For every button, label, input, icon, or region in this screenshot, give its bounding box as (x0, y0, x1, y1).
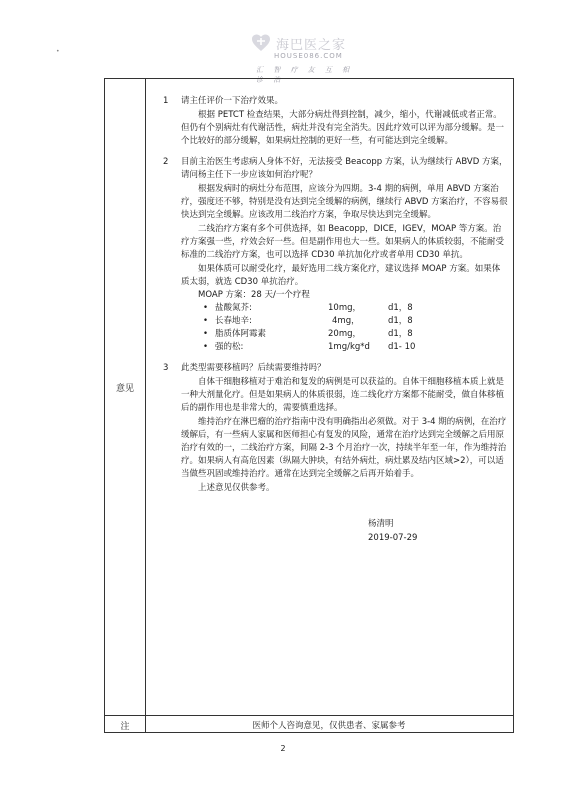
question-title: 目前主治医生考虑病人身体不好，无法接受 Beacopp 方案，认为继续行 ABVD 方案，请问杨主任下一步应该如何治疗呢？ (181, 157, 508, 180)
watermark-domain: HOUSE086.COM (274, 52, 343, 60)
drug-row (198, 341, 508, 354)
signature-date: 2019-07-29 (368, 533, 418, 543)
bullet-icon: • (203, 316, 209, 326)
drug-dose: 10mg， (328, 303, 361, 313)
watermark-title: 海巴医之家 (276, 38, 347, 53)
opinion-table (104, 78, 514, 733)
drug-row (198, 302, 508, 315)
question-number: 1 (163, 96, 169, 106)
margin-mark: • (56, 48, 60, 55)
opinion-label: 意见 (115, 384, 134, 394)
question-2 (163, 156, 508, 354)
answer-paragraph: 二线治疗方案有多个可供选择，如 Beacopp，DICE，IGEV，MOAP 等方案。治疗方案强一些，疗效会好一些。但是副作用也大一些。如果病人的体质较弱，不能耐受标准的二线治疗方案，也可以选择 CD30 单抗加化疗或者单用 CD30 单抗。 (181, 224, 505, 260)
question-title: 请主任评价一下治疗效果。 (181, 96, 284, 106)
drug-days: d1，8 (388, 329, 413, 339)
answer-paragraph: 自体干细胞移植对于难治和复发的病例是可以获益的。自体干细胞移植本质上就是一种大剂量化疗。但是如果病人的体质很弱，连二线化疗方案都不能耐受，做自体移植后的副作用也是非常大的，需要慎重选择。 (181, 377, 505, 413)
regimen-title: MOAP 方案：28 天/一个疗程 (198, 290, 310, 300)
page-number: 2 (280, 744, 286, 753)
drug-days: d1，8 (388, 303, 413, 313)
question-1 (163, 95, 508, 148)
drug-name: 盐酸氮芥: (215, 303, 252, 313)
drug-row (198, 328, 508, 341)
drug-name: 强的松: (215, 342, 244, 352)
drug-days: d1，8 (388, 316, 413, 326)
heart-logo-icon (250, 32, 272, 54)
drug-row (198, 315, 508, 328)
answer-paragraph: 维持治疗在淋巴瘤的治疗指南中没有明确指出必须做。对于 3-4 期的病例，在治疗缓解后，有一些病人家属和医师担心有复发的风险，通常在治疗达到完全缓解之后用原治疗有效的一，二线治疗方案，间隔 2-3 个月治疗一次，持续半年至一年，作为维持治疗。如果病人有高危因素（纵隔大肿块，有结外病灶，病灶累及结内区域>2），可以适当做些巩固或维持治疗。通常在达到完全缓解之后再开始着手。 (181, 417, 507, 479)
table-column-divider (145, 79, 146, 732)
drug-days: d1- 10 (388, 342, 416, 352)
drug-dose: 1mg/kg*d (328, 342, 370, 352)
drug-dose: 20mg， (328, 329, 361, 339)
moap-regimen (198, 289, 508, 354)
signature-block (368, 517, 508, 545)
answer-paragraph: 根据 PETCT 检查结果，大部分病灶得到控制，减少，缩小，代谢减低或者正常。但仍有个别病灶有代谢活性，病灶并没有完全消失。因此疗效可以评为部分缓解。是一个比较好的部分缓解，如果病灶控制的更好一些，有可能达到完全缓解。 (181, 110, 505, 146)
answer-paragraph: 上述意见仅供参考。 (198, 483, 275, 493)
drug-name: 长春地辛: (215, 316, 252, 326)
disclaimer-note: 医师个人咨询意见，仅供患者、家属参考 (252, 721, 406, 731)
watermark-slogan: 汇 智 疗 友 互 相 诊 治 (256, 66, 354, 84)
opinion-content (163, 95, 508, 545)
table-row-divider (105, 715, 513, 716)
question-number: 3 (163, 363, 169, 373)
answer-paragraph: 如果体质可以耐受化疗，最好选用二线方案化疗，建议选择 MOAP 方案。如果体质太弱，就选 CD30 单抗治疗。 (181, 264, 501, 287)
answer-paragraph: 根据发病时的病灶分布范围，应该分为四期。3-4 期的病例，单用 ABVD 方案治疗，强度还不够，特别是没有达到完全缓解的病例，继续行 ABVD 方案治疗，不容易很快达到完全缓解。应该改用二线治疗方案，争取尽快达到完全缓解。 (181, 184, 508, 220)
note-label: 注 (120, 722, 130, 732)
bullet-icon: • (203, 303, 209, 313)
drug-dose: 4mg， (332, 316, 360, 326)
bullet-icon: • (203, 342, 209, 352)
question-title: 此类型需要移植吗？后续需要维持吗？ (181, 363, 326, 373)
question-3 (163, 362, 508, 495)
bullet-icon: • (203, 329, 209, 339)
doctor-name: 杨清明 (368, 519, 394, 529)
drug-name: 脂质体阿霉素 (215, 329, 267, 339)
watermark (250, 32, 370, 84)
question-number: 2 (163, 157, 169, 167)
